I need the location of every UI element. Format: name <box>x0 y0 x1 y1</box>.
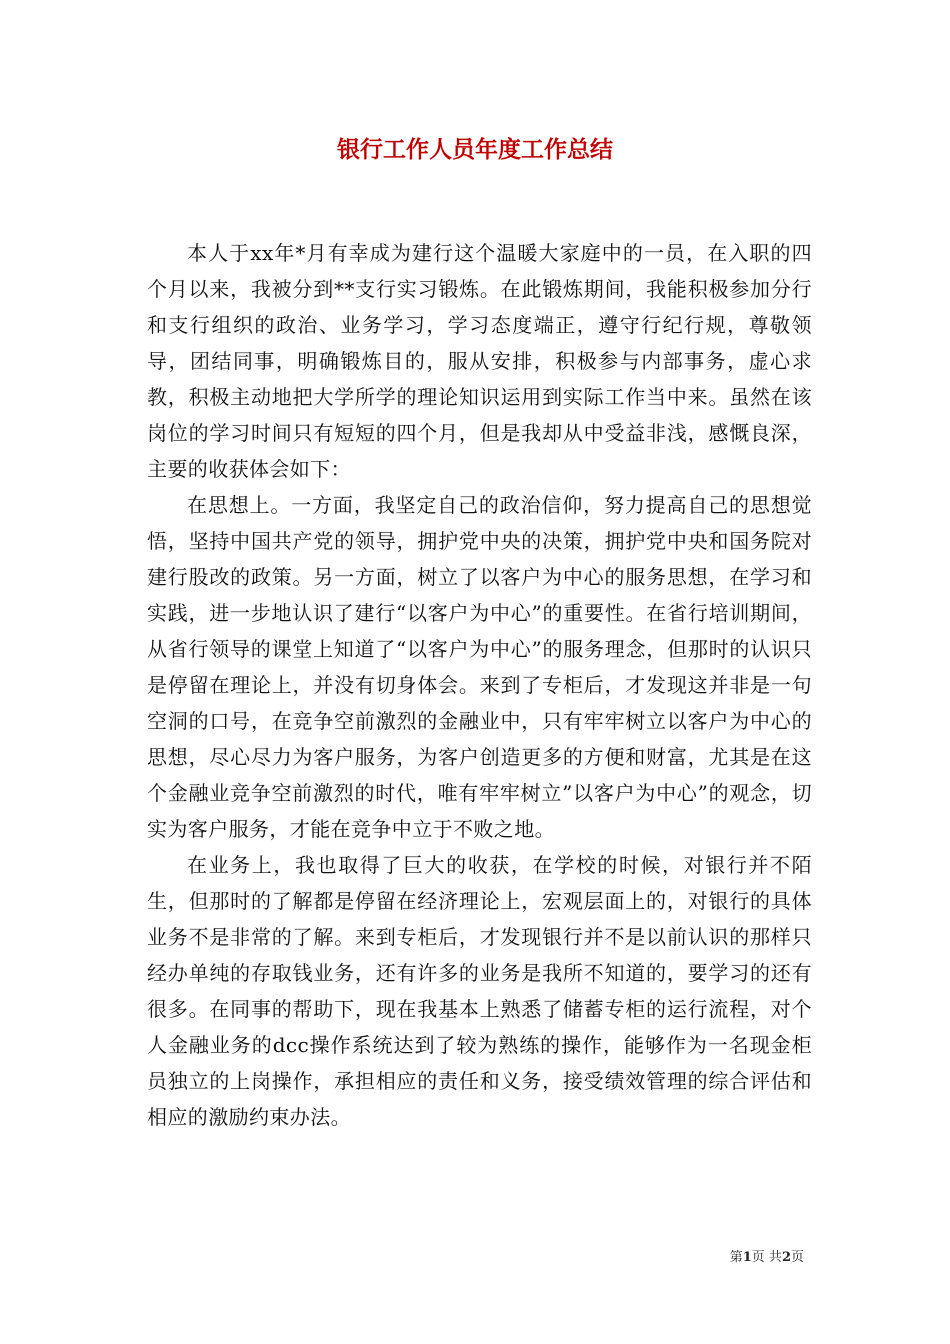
paragraph-ideology: 在思想上。一方面，我坚定自己的政治信仰，努力提高自己的思想觉悟，坚持中国共产党的领导，拥护党中央的决策，拥护党中央和国务院对建行股改的政策。另一方面，树立了以客户为中心的服务思想，在学习和实践，进一步地认识了建行“以客户为中心”的重要性。在省行培训期间，从省行领导的课堂上知道了“以客户为中心”的服务理念，但那时的认识只是停留在理论上，并没有切身体会。来到了专柜后，才发现这并非是一句空洞的口号，在竞争空前激烈的金融业中，只有牢牢树立以客户为中心的思想，尽心尽力为客户服务，为客户创造更多的方便和财富，尤其是在这个金融业竞争空前激烈的时代，唯有牢牢树立”以客户为中心”的观念，切实为客户服务，才能在竞争中立于不败之地。 <box>147 493 812 841</box>
footer-total-pages: 2 <box>781 1250 791 1265</box>
paragraph-business: 在业务上，我也取得了巨大的收获，在学校的时候，对银行并不陌生，但那时的了解都是停留在经济理论上，宏观层面上的，对银行的具体业务不是非常的了解。来到专柜后，才发现银行并不是以前认识的那样只经办单纯的存取钱业务，还有许多的业务是我所不知道的，要学习的还有很多。在同事的帮助下，现在我基本上熟悉了储蓄专柜的运行流程，对个人金融业务的dcc操作系统达到了较为熟练的操作，能够作为一名现金柜员独立的上岗操作，承担相应的责任和义务，接受绩效管理的综合评估和相应的激励约束办法。 <box>147 853 812 1129</box>
footer-suffix: 页 <box>790 1250 804 1265</box>
page-footer <box>730 1248 804 1268</box>
document-body <box>147 235 812 1135</box>
footer-prefix: 第 <box>729 1250 743 1265</box>
paragraph-intro: 本人于xx年*月有幸成为建行这个温暖大家庭中的一员，在入职的四个月以来，我被分到**支行实习锻炼。在此锻炼期间，我能积极参加分行和支行组织的政治、业务学习，学习态度端正，遵守行纪行规，尊敬领导，团结同事，明确锻炼目的，服从安排，积极参与内部事务，虚心求教，积极主动地把大学所学的理论知识运用到实际工作当中来。虽然在该岗位的学习时间只有短短的四个月，但是我却从中受益非浅，感慨良深，主要的收获体会如下： <box>147 241 812 481</box>
footer-current-page: 1 <box>742 1250 752 1265</box>
page-title: 银行工作人员年度工作总结 <box>337 136 613 163</box>
footer-middle: 页 共 <box>751 1250 782 1265</box>
